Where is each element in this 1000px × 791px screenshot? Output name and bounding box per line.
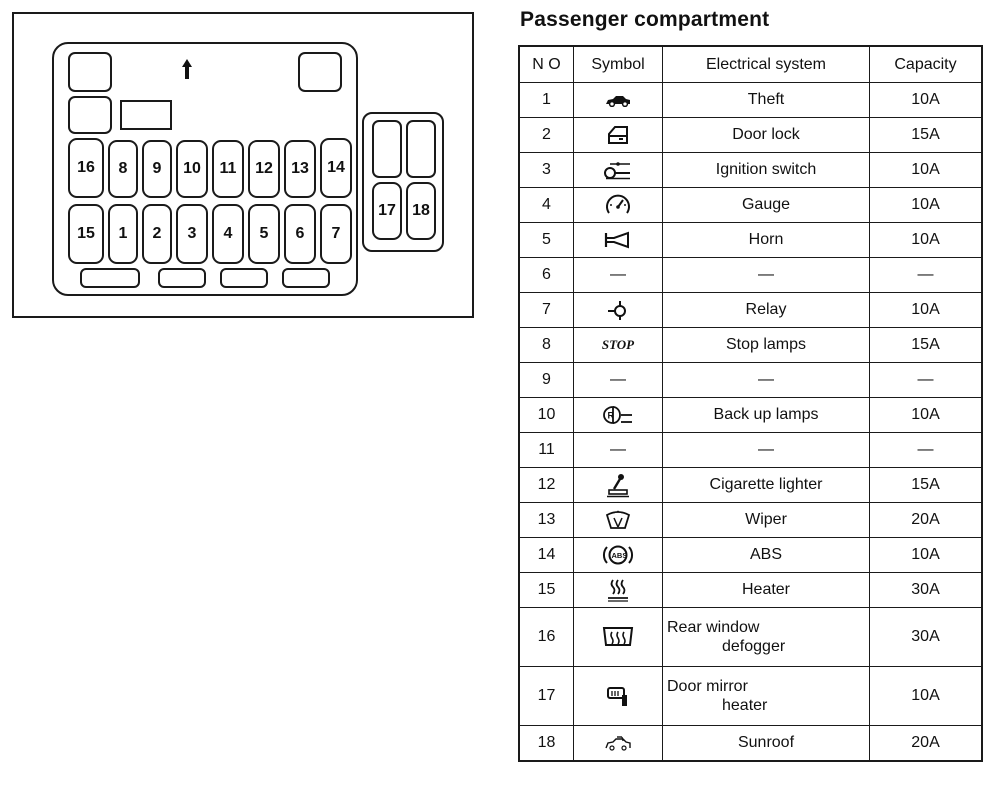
relay-icon [574,293,663,328]
row-number: 3 [519,153,574,188]
symbol-dash: — [574,433,663,468]
table-row [519,667,982,726]
fuse [248,140,280,198]
row-number: 13 [519,503,574,538]
car-theft-icon [574,83,663,118]
table-row [519,503,982,538]
heater-icon [574,573,663,608]
fuse [248,204,280,264]
capacity: — [870,363,983,398]
electrical-system: — [663,363,870,398]
system-line-2: defogger [722,638,786,655]
label-plate [120,100,172,130]
row-number: 6 [519,258,574,293]
horn-icon [574,223,663,258]
bottom-slot [220,268,268,288]
fuse-number: 11 [219,160,237,177]
table-row [519,223,982,258]
capacity: 10A [870,83,983,118]
fuse [284,204,316,264]
electrical-system: Stop lamps [663,328,870,363]
fuse [406,182,436,240]
spare-slot-top-left [68,52,112,92]
capacity: 10A [870,538,983,573]
electrical-system: Theft [663,83,870,118]
header-capacity: Capacity [870,46,983,83]
electrical-system: Sunroof [663,726,870,762]
capacity: 10A [870,153,983,188]
electrical-system: Back up lamps [663,398,870,433]
capacity: 10A [870,667,983,726]
fuse [212,140,244,198]
sunroof-icon [574,726,663,762]
fuse [212,204,244,264]
table-row [519,153,982,188]
table-row [519,573,982,608]
spare-slot-top-right [298,52,342,92]
system-line-1: Door mirror [667,678,748,695]
side-fuse-panel [362,112,444,252]
fuse [142,140,172,198]
fuse-number: 1 [118,225,128,242]
system-line-2: heater [722,697,768,714]
wiper-icon [574,503,663,538]
electrical-system: Door lock [663,118,870,153]
header-no: N O [519,46,574,83]
table-row [519,363,982,398]
key-icon [574,153,663,188]
capacity: 15A [870,468,983,503]
table-row [519,328,982,363]
fuse-number: 18 [412,202,430,219]
fuse [372,182,402,240]
capacity: 10A [870,188,983,223]
capacity: 10A [870,398,983,433]
fuse-number: 12 [255,160,273,177]
capacity: — [870,258,983,293]
electrical-system: Cigarette lighter [663,468,870,503]
system-line-1: Rear window [667,619,760,636]
electrical-system: — [663,258,870,293]
capacity: 15A [870,118,983,153]
fuse-number: 4 [223,225,233,242]
fuse [320,204,352,264]
bottom-slot [158,268,206,288]
header-symbol: Symbol [574,46,663,83]
row-number: 2 [519,118,574,153]
table-row [519,468,982,503]
fuse-number: 9 [152,160,162,177]
capacity: 20A [870,503,983,538]
electrical-system [663,667,870,726]
table-row [519,118,982,153]
row-number: 10 [519,398,574,433]
rear-defogger-icon [574,608,663,667]
table-header-row [519,46,982,83]
fuse-box-diagram [12,12,474,318]
electrical-system: Gauge [663,188,870,223]
fuse [142,204,172,264]
fuse-number: 15 [77,225,95,242]
table-row [519,398,982,433]
row-number: 17 [519,667,574,726]
stop-symbol: STOP [574,328,663,363]
header-electrical-system: Electrical system [663,46,870,83]
table-row [519,83,982,118]
backup-lamp-icon [574,398,663,433]
abs-icon [574,538,663,573]
fuse [108,140,138,198]
fuse [68,138,104,198]
capacity: 30A [870,608,983,667]
svg-text:R: R [607,410,614,421]
electrical-system: Heater [663,573,870,608]
fuse [176,204,208,264]
row-number: 15 [519,573,574,608]
electrical-system [663,608,870,667]
table-row [519,433,982,468]
arrow-up-icon [181,58,193,80]
row-number: 4 [519,188,574,223]
row-number: 9 [519,363,574,398]
fuse-number: 8 [118,160,128,177]
symbol-dash: — [574,258,663,293]
fuse-number: 14 [327,159,345,176]
table-title: Passenger compartment [520,8,770,31]
fuse-number: 13 [291,160,309,177]
table-row [519,293,982,328]
fuse-number: 5 [259,225,269,242]
table-row [519,608,982,667]
fuse-number: 16 [77,159,95,176]
fuse-number: 7 [331,225,341,242]
gauge-icon [574,188,663,223]
fuse [320,138,352,198]
fuse-number: 10 [183,160,201,177]
symbol-dash: — [574,363,663,398]
capacity: 10A [870,223,983,258]
fuse-table [518,45,983,762]
fuse-number: 17 [378,202,396,219]
table-row [519,538,982,573]
electrical-system: Relay [663,293,870,328]
row-number: 11 [519,433,574,468]
fuse-number: 2 [152,225,162,242]
fuse-number: 6 [295,225,305,242]
electrical-system: — [663,433,870,468]
spare-slot-side [406,120,436,178]
table-row [519,188,982,223]
spare-slot-left [68,96,112,134]
row-number: 7 [519,293,574,328]
capacity: — [870,433,983,468]
capacity: 20A [870,726,983,762]
capacity: 30A [870,573,983,608]
electrical-system: Horn [663,223,870,258]
fuse [176,140,208,198]
row-number: 18 [519,726,574,762]
bottom-slot [80,268,140,288]
bottom-slot [282,268,330,288]
svg-text:ABS: ABS [611,551,628,560]
fuse [108,204,138,264]
spare-slot-side [372,120,402,178]
capacity: 15A [870,328,983,363]
row-number: 1 [519,83,574,118]
mirror-heater-icon [574,667,663,726]
main-fuse-panel [52,42,358,296]
capacity: 10A [870,293,983,328]
electrical-system: Ignition switch [663,153,870,188]
lighter-icon [574,468,663,503]
electrical-system: ABS [663,538,870,573]
row-number: 16 [519,608,574,667]
table-row [519,258,982,293]
fuse [284,140,316,198]
electrical-system: Wiper [663,503,870,538]
row-number: 14 [519,538,574,573]
fuse-number: 3 [187,225,197,242]
row-number: 8 [519,328,574,363]
row-number: 5 [519,223,574,258]
table-row [519,726,982,762]
fuse [68,204,104,264]
door-icon [574,118,663,153]
row-number: 12 [519,468,574,503]
